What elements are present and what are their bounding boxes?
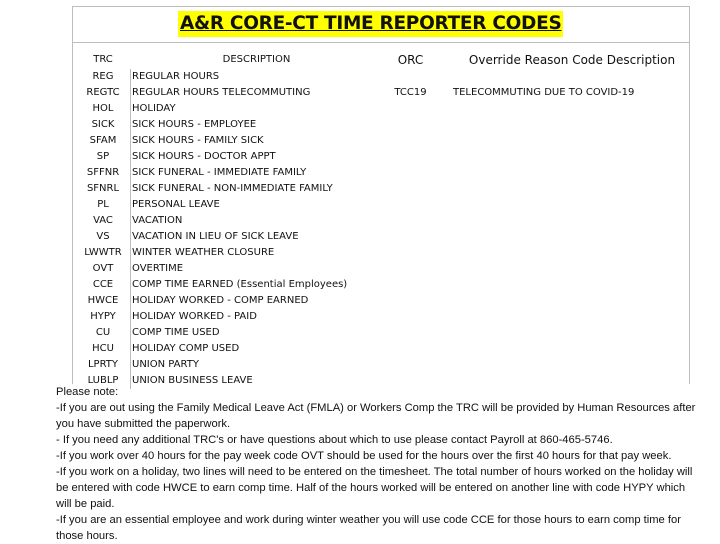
table-row bbox=[73, 165, 689, 181]
notes-section bbox=[56, 384, 696, 544]
note-item: -If you work on a holiday, two lines will need to be entered on the timesheet. The total number of hours worked on the holiday will be entered with code HWCE to earn comp time. Half of the hours worked will be entered on another line with code HYPY which will be paid. bbox=[56, 466, 693, 510]
description-cell: HOLIDAY WORKED - PAID bbox=[130, 309, 410, 325]
description-cell: COMP TIME USED bbox=[130, 325, 410, 341]
orc-cell: TCC19 bbox=[394, 87, 427, 98]
description-cell: VACATION bbox=[130, 213, 410, 229]
trc-cell: SFNRL bbox=[86, 183, 120, 194]
table-row bbox=[73, 293, 689, 309]
table-row bbox=[73, 325, 689, 341]
trc-cell: REGTC bbox=[86, 87, 120, 98]
header-orc: ORC bbox=[397, 53, 424, 67]
trc-cell: REG bbox=[92, 71, 114, 82]
description-cell: SICK HOURS - FAMILY SICK bbox=[130, 133, 410, 149]
trc-cell: OVT bbox=[92, 263, 114, 274]
note-item: -If you work over 40 hours for the pay week code OVT should be used for the hours over the first 40 hours for that pay week. bbox=[56, 450, 672, 462]
trc-cell: SFFNR bbox=[86, 167, 120, 178]
description-cell: SICK HOURS - DOCTOR APPT bbox=[130, 149, 410, 165]
title-row bbox=[73, 7, 689, 43]
description-cell: REGULAR HOURS TELECOMMUTING bbox=[130, 85, 410, 101]
table-row bbox=[73, 149, 689, 165]
trc-cell: VAC bbox=[93, 215, 113, 226]
description-cell: HOLIDAY bbox=[130, 101, 410, 117]
trc-cell: LUBLP bbox=[87, 375, 119, 386]
description-cell: OVERTIME bbox=[130, 261, 410, 277]
trc-cell: LPRTY bbox=[87, 359, 119, 370]
description-cell: VACATION IN LIEU OF SICK LEAVE bbox=[130, 229, 410, 245]
table-row bbox=[73, 261, 689, 277]
note-item: -If you are out using the Family Medical Leave Act (FMLA) or Workers Comp the TRC will be provided by Human Resources after you have submitted the paperwork. bbox=[56, 402, 696, 430]
table-row bbox=[73, 101, 689, 117]
header-override-description: Override Reason Code Description bbox=[468, 53, 676, 67]
header-trc: TRC bbox=[93, 54, 113, 65]
trc-cell: CU bbox=[95, 327, 111, 338]
description-cell: HOLIDAY COMP USED bbox=[130, 341, 410, 357]
table-row bbox=[73, 245, 689, 261]
note-item: - If you need any additional TRC's or have questions about which to use please contact Payroll at 860-465-5746. bbox=[56, 434, 613, 446]
header-description: DESCRIPTION bbox=[222, 54, 291, 65]
description-cell: HOLIDAY WORKED - COMP EARNED bbox=[130, 293, 410, 309]
trc-cell: HCU bbox=[92, 343, 114, 354]
description-cell: PERSONAL LEAVE bbox=[130, 197, 410, 213]
description-cell: UNION BUSINESS LEAVE bbox=[130, 373, 410, 389]
trc-cell: LWWTR bbox=[84, 247, 122, 258]
description-cell: UNION PARTY bbox=[130, 357, 410, 373]
table-row bbox=[73, 69, 689, 85]
trc-cell: HWCE bbox=[87, 295, 119, 306]
description-cell: REGULAR HOURS bbox=[130, 69, 410, 85]
table-row bbox=[73, 341, 689, 357]
table-row bbox=[73, 229, 689, 245]
trc-cell: SP bbox=[96, 151, 110, 162]
trc-cell: HYPY bbox=[90, 311, 116, 322]
table-row bbox=[73, 357, 689, 373]
table-row bbox=[73, 277, 689, 293]
code-rows bbox=[73, 69, 689, 389]
trc-cell: VS bbox=[96, 231, 110, 242]
description-cell: COMP TIME EARNED (Essential Employees) bbox=[130, 277, 410, 293]
trc-cell: CCE bbox=[92, 279, 114, 290]
description-cell: SICK HOURS - EMPLOYEE bbox=[130, 117, 410, 133]
note-item: -If you are an essential employee and work during winter weather you will use code CCE for those hours to earn comp time for those hours. bbox=[56, 514, 681, 542]
table-row bbox=[73, 117, 689, 133]
time-reporter-codes-table bbox=[72, 6, 690, 384]
trc-cell: PL bbox=[97, 199, 109, 210]
override-description-cell: TELECOMMUTING DUE TO COVID-19 bbox=[453, 87, 635, 98]
trc-cell: HOL bbox=[92, 103, 114, 114]
table-row bbox=[73, 181, 689, 197]
description-cell: SICK FUNERAL - NON-IMMEDIATE FAMILY bbox=[130, 181, 410, 197]
trc-cell: SICK bbox=[91, 119, 115, 130]
table-row bbox=[73, 213, 689, 229]
table-row bbox=[73, 309, 689, 325]
table-row bbox=[73, 85, 689, 101]
description-cell: SICK FUNERAL - IMMEDIATE FAMILY bbox=[130, 165, 410, 181]
table-row bbox=[73, 197, 689, 213]
trc-cell: SFAM bbox=[89, 135, 117, 146]
table-row bbox=[73, 133, 689, 149]
page-title: A&R CORE-CT TIME REPORTER CODES bbox=[178, 11, 563, 37]
description-cell: WINTER WEATHER CLOSURE bbox=[130, 245, 410, 261]
notes-heading: Please note: bbox=[56, 386, 119, 398]
